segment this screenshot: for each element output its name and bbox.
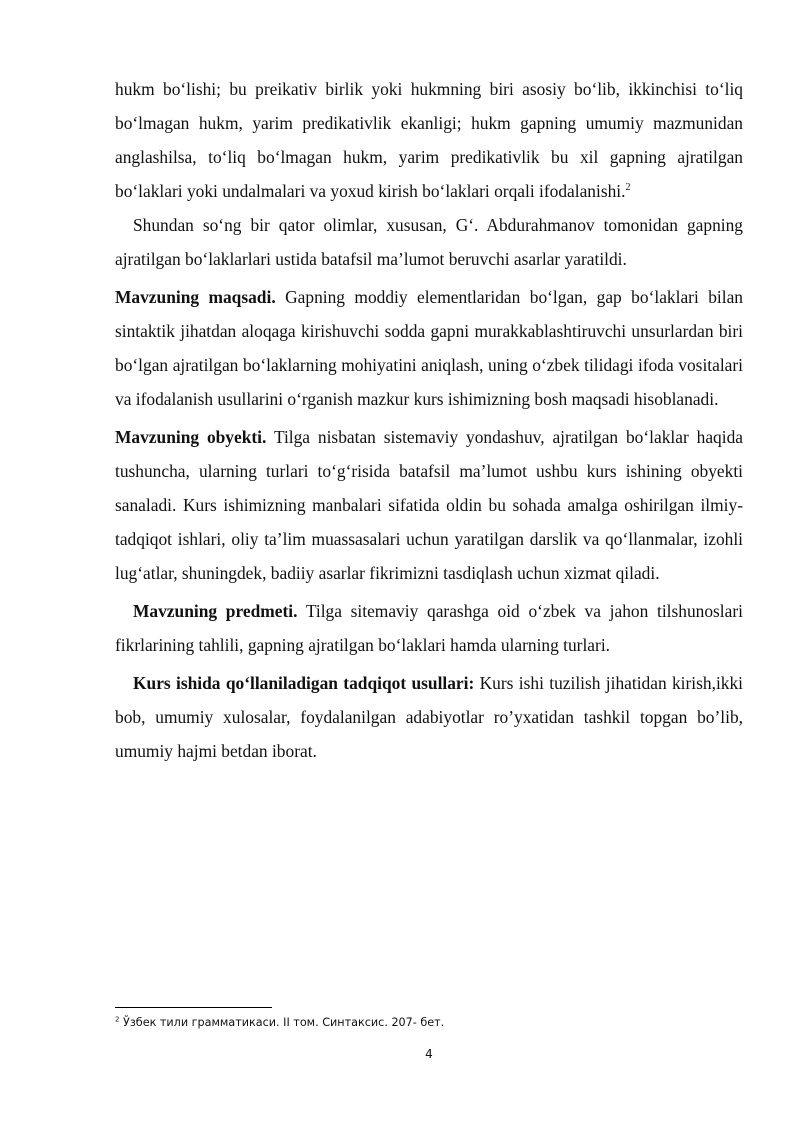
document-body (115, 72, 743, 768)
paragraph-abdurahmanov-text: Shundan so‘ng bir qator olimlar, xususan, G‘. Abdurahmanov tomonidan gapning ajratilgan bo‘laklarlari ustida batafsil ma’lumot beruvchi asarlar yaratildi. (115, 215, 743, 269)
page-number: 4 (425, 1047, 433, 1061)
obyekt-text: Tilga nisbatan sistemaviy yondashuv, ajratilgan bo‘laklar haqida tushuncha, ularning turlari to‘g‘risida batafsil ma’lumot ushbu kurs ishining obyekti sanaladi. Kurs ishimizning manbalari sifatida oldin bu sohada amalga oshirilgan ilmiy-tadqiqot ishlari, oliy ta’lim muassasalari uchun yaratilgan darslik va qo‘llanmalar, izohli lug‘atlar, shuningdek, badiiy asarlar fikrimizni tasdiqlash uchun xizmat qiladi. (115, 427, 743, 583)
usullar-text: Kurs ishi tuzilish jihatidan kirish,ikki bob, umumiy xulosalar, foydalanilgan adabiyotlar ro’yxatidan tashkil topgan bo’lib, umumiy hajmi betdan iborat. (115, 673, 744, 761)
obyekt-heading: Mavzuning obyekti. (115, 427, 267, 447)
section-maqsad (115, 280, 743, 416)
footnote-reference[interactable]: 2 (625, 182, 631, 194)
footnote-marker: 2 (115, 1015, 120, 1024)
footnote (115, 1016, 444, 1030)
section-usullar (115, 666, 743, 768)
maqsad-heading: Mavzuning maqsadi. (115, 287, 276, 307)
section-obyekt (115, 420, 743, 590)
footnote-separator (115, 1007, 272, 1008)
predmet-heading: Mavzuning predmeti. (133, 601, 298, 621)
usullar-heading: Kurs ishida qo‘llaniladigan tadqiqot usullari: (133, 673, 475, 693)
section-predmet (115, 594, 743, 662)
predmet-text: Tilga sitemaviy qarashga oid o‘zbek va jahon tilshunoslari fikrlarining tahlili, gapning ajratilgan bo‘laklari hamda ularning turlari. (115, 601, 743, 655)
footnote-text: Ўзбек тили грамматикаси. II том. Синтаксис. 207- бет. (119, 1016, 445, 1029)
maqsad-text: Gapning moddiy elementlaridan bo‘lgan, gap bo‘laklari bilan sintaktik jihatdan aloqaga kirishuvchi sodda gapni murakkablashtiruvchi unsurlardan biri bo‘lgan ajratilgan bo‘laklarning mohiyatini aniqlash, uning o‘zbek tilidagi ifoda vositalari va ifodalanish usullarini o‘rganish mazkur kurs ishimizning bosh maqsadi hisoblanadi. (115, 287, 743, 409)
paragraph-hukm (115, 72, 743, 208)
paragraph-abdurahmanov (115, 208, 743, 276)
paragraph-hukm-text: hukm bo‘lishi; bu preikativ birlik yoki hukmning biri asosiy bo‘lib, ikkinchisi to‘liq bo‘lmagan hukm, yarim predikativlik ekanligi; hukm gapning umumiy mazmunidan anglashilsa, to‘liq bo‘lmagan hukm, yarim predikativlik bu xil gapning ajratilgan bo‘laklari yoki undalmalari va yoxud kirish bo‘laklari orqali ifodalanishi. (115, 79, 743, 201)
